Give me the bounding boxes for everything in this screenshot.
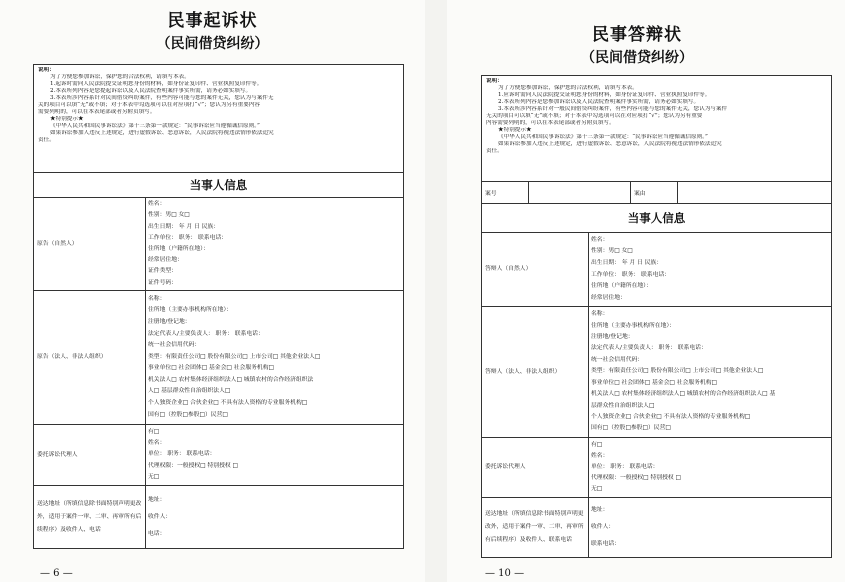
instruction-line: 责任。 xyxy=(486,148,503,155)
instruction-line: 《中华人民共和国民事诉讼法》第十三条第一款规定：“民事诉讼应当遵循诚信原则。” xyxy=(50,123,260,130)
agent-yes-checkbox[interactable]: 有□ xyxy=(148,428,160,435)
field-domicile[interactable]: 住所地（户籍所在地）： xyxy=(591,283,652,290)
instruction-line: 关的项目可以填“无”或不填；对于本表中勾选项可以在对应项打“√”；您认为另有重要内容 xyxy=(38,102,260,109)
field-org-type-cont[interactable]: 机关法人□ 农村集体经济组织法人□ 城镇农村的合作经济组织法人□ 基 xyxy=(591,391,776,398)
field-credit-code[interactable]: 统一社会信用代码： xyxy=(591,356,644,363)
instruction-line: 3.本表所涉内容系针对一般民间借贷纠纷案件，有些内容可能与您的案件无关，您认为与案件 xyxy=(498,106,728,113)
field-workplace[interactable]: 工作单位： 职务： 联系电话： xyxy=(148,234,228,241)
field-credit-code[interactable]: 统一社会信用代码： xyxy=(148,342,201,349)
field-agent-unit[interactable]: 单位： 职务： 联系电话： xyxy=(148,451,216,458)
field-registration[interactable]: 注册地/登记地： xyxy=(591,334,634,341)
instruction-line: 1.起诉时需向人民法院提交证明您身份的材料，如身份证复印件、营业执照复印件等。 xyxy=(50,81,263,88)
special-notice-heading: ★特别提示★ xyxy=(50,116,84,123)
field-ownership[interactable]: 国有□（控股□参股□）民营□ xyxy=(591,425,671,432)
right-party-table xyxy=(481,203,832,558)
instruction-line: 内容需要列明的，可以在本表尾部或者另附页填写。 xyxy=(486,120,615,127)
section-header: 当事人信息 xyxy=(34,173,404,198)
instruction-line: 3.本表所涉内容系针对民间借贷纠纷案件，有些内容可能与您的案件无关，您认为与案件无 xyxy=(50,95,274,102)
field-gender[interactable]: 性别：男□ 女□ xyxy=(591,248,633,255)
field-org-type-cont[interactable]: 人□ 基层群众性自治组织法人□ xyxy=(148,388,231,395)
field-phone[interactable]: 联系电话： xyxy=(591,541,620,547)
instructions-label: 说明： xyxy=(38,67,55,73)
agent-no-checkbox[interactable]: 无□ xyxy=(148,473,160,480)
instruction-line: 如果诉讼参加人违反上述规定，进行虚假诉讼、恶意诉讼，人民法院将视违法情形依法追究 xyxy=(498,141,722,148)
page-gutter xyxy=(425,0,447,582)
instruction-line: 为了方便您参加诉讼，保护您的合法权利，请填写本表。 xyxy=(50,74,190,81)
field-org-address[interactable]: 住所地（主要办事机构所在地）： xyxy=(591,322,676,329)
field-recipient[interactable]: 收件人： xyxy=(148,513,172,520)
field-org-type[interactable]: 类型：有限责任公司□ 股份有限公司□ 上市公司□ 其他企业法人□ xyxy=(148,353,321,360)
field-org-name[interactable]: 名称： xyxy=(591,311,609,318)
case-cause-field[interactable] xyxy=(678,182,832,204)
field-gender[interactable]: 性别：男□ 女□ xyxy=(148,212,190,219)
defendant-natural-fields[interactable] xyxy=(589,233,832,307)
field-agent-authority[interactable]: 代理权限：一般授权□ 特别授权 □ xyxy=(591,475,681,481)
right-page-number: — 10 — xyxy=(485,568,525,579)
agent-yes-checkbox[interactable]: 有□ xyxy=(591,442,603,448)
field-ownership[interactable]: 国有□（控股□参股□）民营□ xyxy=(148,411,228,418)
plaintiff-org-label: 原告（法人、非法人组织） xyxy=(34,291,146,425)
instruction-line: 为了方便您参加诉讼，保护您的合法权利，请填写本表。 xyxy=(498,85,638,92)
service-address-label: 送达地址（所填信息除书面特别声明更改外，适用于案件一审、二审、再审所有后续程序）及收件人、电话 xyxy=(34,486,146,549)
field-org-type-cont[interactable]: 层群众性自治组织法人□ xyxy=(591,402,655,409)
special-notice-heading: ★特别提示★ xyxy=(498,127,532,134)
case-number-field[interactable] xyxy=(529,182,631,204)
field-legal-rep[interactable]: 法定代表人/主要负责人： 职务： 联系电话： xyxy=(591,345,707,352)
field-name[interactable]: 姓名： xyxy=(591,236,609,243)
left-subtitle: （民间借贷纠纷） xyxy=(156,36,269,52)
plaintiff-org-fields[interactable] xyxy=(146,291,404,425)
field-agent-name[interactable]: 姓名： xyxy=(148,440,166,447)
field-phone[interactable]: 电话： xyxy=(148,530,166,537)
instruction-line: 责任。 xyxy=(38,137,55,144)
instruction-line: 2.本表所列内容是您提起诉讼以及人民法院查明案件事实所需，请务必如实填写。 xyxy=(50,88,252,95)
agent-fields[interactable] xyxy=(146,425,404,486)
field-residence[interactable]: 经常居住地： xyxy=(591,294,626,301)
field-birthdate[interactable]: 出生日期： 年 月 日 民族： xyxy=(591,259,663,266)
field-birthdate[interactable]: 出生日期： 年 月 日 民族： xyxy=(148,223,220,230)
left-instructions xyxy=(33,64,404,172)
agent-label: 委托诉讼代理人 xyxy=(34,425,146,486)
defendant-natural-label: 答辩人（自然人） xyxy=(482,233,589,307)
field-residence[interactable]: 经常居住地： xyxy=(148,257,183,264)
case-number-label: 案号 xyxy=(482,182,529,204)
right-title: 民事答辩状 xyxy=(592,25,682,45)
field-org-address[interactable]: 住所地（主要办事机构所在地）： xyxy=(148,307,233,314)
field-workplace[interactable]: 工作单位： 职务： 联系电话： xyxy=(591,271,671,278)
instruction-line: 《中华人民共和国民事诉讼法》第十三条第一款规定：“民事诉讼应当遵循诚信原则。” xyxy=(498,134,708,141)
defendant-org-fields[interactable] xyxy=(589,307,832,438)
field-org-name[interactable]: 名称： xyxy=(148,295,166,302)
field-id-type[interactable]: 证件类型： xyxy=(148,268,177,275)
field-org-type-cont[interactable]: 机关法人□ 农村集体经济组织法人□ 城镇农村的合作经济组织法 xyxy=(148,376,314,383)
field-org-type-cont[interactable]: 个人独资企业□ 合伙企业□ 不具有法人资格的专业服务机构□ xyxy=(591,413,751,420)
instruction-line: 无关的项目可以填“无”或不填；对于本表中勾选项可以在对应项打“√”；您认为另有重要 xyxy=(486,113,703,120)
right-subtitle: （民间借贷纠纷） xyxy=(581,50,693,66)
right-case-table xyxy=(481,181,832,204)
section-header: 当事人信息 xyxy=(482,204,832,233)
field-id-number[interactable]: 证件号码： xyxy=(148,279,177,286)
case-cause-label: 案由 xyxy=(631,182,678,204)
service-address-fields[interactable] xyxy=(589,498,832,558)
field-agent-unit[interactable]: 单位： 职务： 联系电话： xyxy=(591,464,659,470)
field-org-type[interactable]: 类型：有限责任公司□ 股份有限公司□ 上市公司□ 其他企业法人□ xyxy=(591,368,764,375)
field-agent-name[interactable]: 姓名： xyxy=(591,453,609,459)
plaintiff-natural-fields[interactable] xyxy=(146,198,404,291)
agent-fields[interactable] xyxy=(589,438,832,498)
instruction-line: 1.应诉时需向人民法院提交证明您身份的材料，如身份证复印件、营业执照复印件等。 xyxy=(498,92,711,99)
instruction-line: 如果诉讼参加人违反上述规定，进行虚假诉讼、恶意诉讼，人民法院将视违法情形依法追究 xyxy=(50,130,274,137)
left-title: 民事起诉状 xyxy=(167,11,258,31)
field-agent-authority[interactable]: 代理权限：一般授权□ 特别授权 □ xyxy=(148,462,238,469)
right-page xyxy=(447,0,845,582)
field-address[interactable]: 地址： xyxy=(591,507,609,513)
instruction-line: 需要列明的，可以在本表尾部或者另附页填写。 xyxy=(38,109,156,116)
agent-no-checkbox[interactable]: 无□ xyxy=(591,486,603,492)
plaintiff-natural-label: 原告（自然人） xyxy=(34,198,146,291)
service-address-label: 送达地址（所填信息除书面特别声明更改外，适用于案件一审、二审、再审所有后续程序）及收件人、联系电话 xyxy=(482,498,589,558)
field-address[interactable]: 地址： xyxy=(148,496,166,503)
instructions-label: 说明： xyxy=(486,78,503,84)
service-address-fields[interactable] xyxy=(146,486,404,549)
field-legal-rep[interactable]: 法定代表人/主要负责人： 职务： 联系电话： xyxy=(148,330,264,337)
field-domicile[interactable]: 住所地（户籍所在地）： xyxy=(148,246,209,252)
field-org-type-cont[interactable]: 事业单位□ 社会团体□ 基金会□ 社会服务机构□ xyxy=(148,365,274,372)
field-org-type-cont[interactable]: 个人独资企业□ 合伙企业□ 不具有法人资格的专业服务机构□ xyxy=(148,400,308,407)
instruction-line: 2.本表所列内容是您参加诉讼以及人民法院查明案件事实所需，请务必如实填写。 xyxy=(498,99,700,106)
field-org-type-cont[interactable]: 事业单位□ 社会团体□ 基金会□ 社会服务机构□ xyxy=(591,379,717,386)
agent-label: 委托诉讼代理人 xyxy=(482,438,589,498)
defendant-org-label: 答辩人（法人、非法人组织） xyxy=(482,307,589,438)
right-instructions xyxy=(481,75,832,181)
field-recipient[interactable]: 收件人： xyxy=(591,524,615,530)
left-party-table xyxy=(33,172,404,549)
field-registration[interactable]: 注册地/登记地： xyxy=(148,318,191,325)
left-page-number: — 6 — xyxy=(40,568,73,579)
field-name[interactable]: 姓名： xyxy=(148,201,166,208)
